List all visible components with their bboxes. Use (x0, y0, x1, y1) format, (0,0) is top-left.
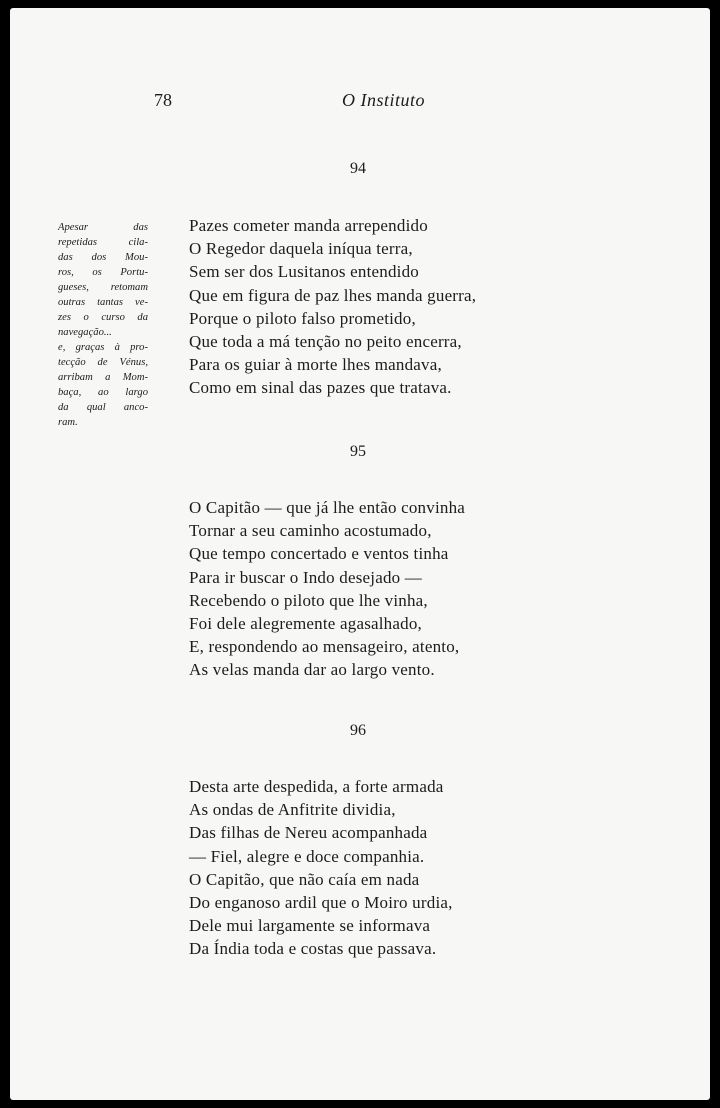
verse-line: Que tempo concertado e ventos tinha (189, 544, 449, 564)
stanza-96 (189, 775, 453, 961)
margin-note-line: baça, ao largo (58, 387, 148, 398)
verse-line: Da Índia toda e costas que passava. (189, 939, 437, 959)
margin-note-line: zes o curso da (58, 312, 148, 323)
book-page (10, 8, 710, 1100)
verse-line: Das filhas de Nereu acompanhada (189, 823, 428, 843)
stanza-number-96 (10, 722, 710, 740)
verse-line: O Regedor daquela iníqua terra, (189, 239, 413, 259)
verse-line: E, respondendo ao mensageiro, atento, (189, 637, 460, 657)
margin-note-line: outras tantas ve- (58, 297, 148, 308)
journal-title: O Instituto (342, 90, 426, 110)
running-head (10, 90, 710, 114)
margin-note-line: repetidas cila- (58, 237, 148, 248)
verse-line: Do enganoso ardil que o Moiro urdia, (189, 893, 453, 913)
verse-line: Tornar a seu caminho acostumado, (189, 521, 432, 541)
verse-line: Pazes cometer manda arrependido (189, 216, 428, 235)
verse-line: As ondas de Anfitrite dividia, (189, 800, 396, 820)
stanza-number-text: 95 (350, 443, 366, 460)
margin-note-line: das dos Mou- (58, 252, 148, 263)
verse-line: Foi dele alegremente agasalhado, (189, 614, 422, 634)
margin-note-line: da qual anco- (58, 402, 148, 413)
verse-line: O Capitão — que já lhe então convinha (189, 498, 466, 517)
stanza-number-text: 94 (350, 160, 366, 177)
margin-note-line: ram. (58, 417, 78, 428)
margin-note-line: gueses, retomam (58, 282, 148, 293)
verse-line: Desta arte despedida, a forte armada (189, 777, 444, 796)
margin-note-line: navegação... (58, 327, 112, 338)
verse-line: Que em figura de paz lhes manda guerra, (189, 285, 477, 305)
margin-note (58, 220, 148, 430)
stanza-number-95 (10, 443, 710, 461)
verse-line: Como em sinal das pazes que tratava. (189, 378, 452, 398)
margin-note-line: Apesar das (58, 222, 148, 233)
margin-note-line: arribam a Mom- (58, 372, 148, 383)
page-number: 78 (154, 90, 172, 110)
stanza-number-94 (10, 160, 710, 178)
margin-note-line: e, graças à pro- (58, 342, 148, 353)
verse-line: As velas manda dar ao largo vento. (189, 660, 435, 680)
verse-line: Recebendo o piloto que lhe vinha, (189, 590, 428, 610)
verse-line: Porque o piloto falso prometido, (189, 308, 416, 328)
margin-note-line: ros, os Portu- (58, 267, 148, 278)
stanza-number-text: 96 (350, 722, 366, 739)
verse-line: — Fiel, alegre e doce companhia. (189, 846, 425, 866)
verse-line: Sem ser dos Lusitanos entendido (189, 262, 420, 282)
verse-line: Para ir buscar o Indo desejado — (189, 567, 422, 587)
stanza-94 (189, 214, 476, 400)
verse-line: Que toda a má tenção no peito encerra, (189, 332, 462, 352)
margin-note-line: tecção de Vénus, (58, 357, 148, 368)
verse-line: Para os guiar à morte lhes mandava, (189, 355, 442, 375)
verse-line: O Capitão, que não caía em nada (189, 869, 420, 889)
stanza-95 (189, 496, 465, 682)
verse-line: Dele mui largamente se informava (189, 916, 431, 936)
